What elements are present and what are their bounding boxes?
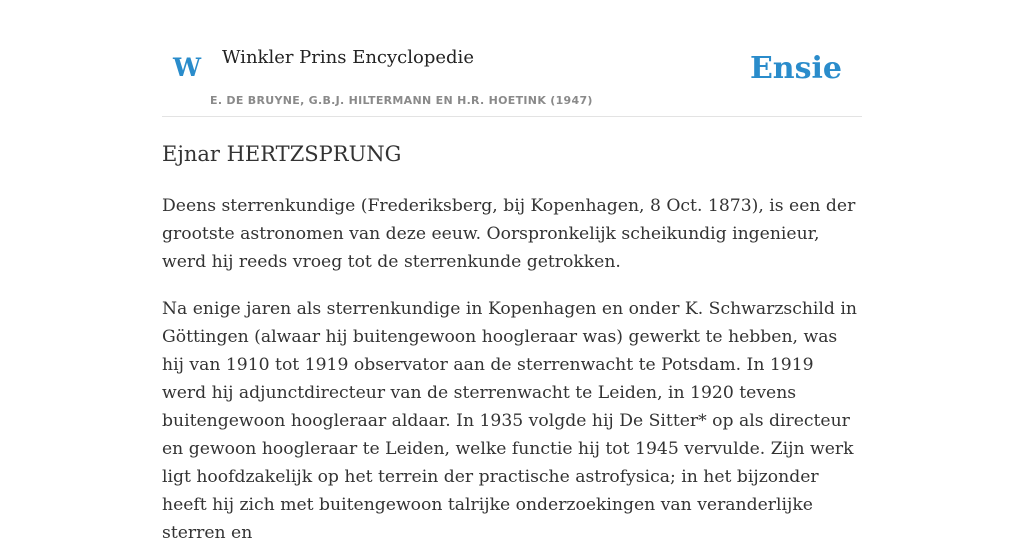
- book-logo-icon: W: [173, 53, 202, 82]
- article-paragraph: Na enige jaren als sterrenkundige in Kopenhagen en onder K. Schwarzschild in Göttingen (alwaar hij buitengewoon hoogleraar was) gewerkt te hebben, was hij van 1910 tot 1919 observator aan de sterrenwacht te Potsdam. In 1919 werd hij adjunctdirecteur van de sterrenwacht te Leiden, in 1920 tevens buitengewoon hoogleraar aldaar. In 1935 volgde hij De Sitter* op als directeur en gewoon hoogleraar te Leiden, welke functie hij tot 1945 vervulde. Zijn werk ligt hoofdzakelijk op het terrein der practische astrofysica; in het bijzonder heeft hij zich met buitengewoon talrijke onderzoekingen van veranderlijke sterren en: [162, 299, 857, 543]
- article-title: Ejnar HERTZSPRUNG: [162, 142, 402, 166]
- book-title[interactable]: Winkler Prins Encyclopedie: [222, 47, 474, 68]
- article-body: [162, 138, 862, 547]
- book-authors: E. DE BRUYNE, G.B.J. HILTERMANN EN H.R. HOETINK (1947): [210, 94, 593, 107]
- article-paragraph: Deens sterrenkundige (Frederiksberg, bij Kopenhagen, 8 Oct. 1873), is een der grootste astronomen van deze eeuw. Oorspronkelijk scheikundig ingenieur, werd hij reeds vroeg tot de sterrenkunde getrokken.: [162, 196, 856, 272]
- book-header: [162, 0, 862, 117]
- brand-logo-link[interactable]: Ensie: [749, 51, 842, 86]
